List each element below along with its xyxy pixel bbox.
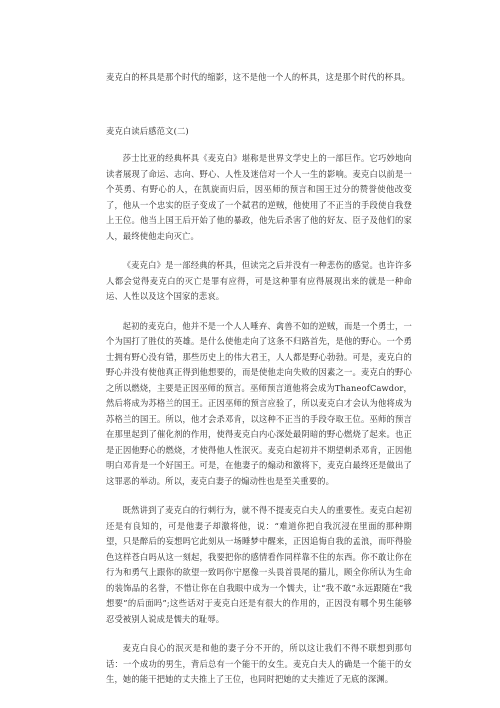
body-paragraph: 莎士比亚的经典杯具《麦克白》堪称是世界文学史上的一部巨作。它巧妙地向读者展现了命运、志向、野心、人性及迷信对一个人一生的影响。麦克白以前是一个英勇、有野心的人，在凯旋而归后，因巫师的预言和国王过分的赞誉使他改变了，他从一个忠实的臣子变成了一个弑君的逆贼，他使用了不正当的手段使自我登上王位。他当上国王后开始了他的暴政，他先后杀害了他的好友、臣子及他们的家人，最终使他走向灭亡。 (106, 153, 412, 241)
lead-line: 麦克白的杯具是那个时代的缩影，这不是他一个人的杯具，这是那个时代的杯具。 (106, 72, 411, 82)
section-title: 麦克白读后感范文(二) (106, 125, 189, 136)
body-paragraph: 起初的麦克白，他并不是一个人人唾弃、禽兽不如的逆贼，而是一个勇士，一个为国打了胜仗的英雄。是什么使他走向了这条不归路首先，是他的野心。一个勇士拥有野心没有错，那些历史上的伟大君王，人人都是野心勃勃。可是，麦克白的野心并没有使他真正得到他想要的，而是使他走向失败的因素之一。麦克白的野心之所以燃烧，主要是正因巫师的预言。巫师预言道他将会成为ThaneofCawdor，然后将成为苏格兰的国王。正因巫师的预言应验了，所以麦克白才会认为他将成为苏格兰的国王。所以，他才会杀邓肯，以这种不正当的手段夺取王位。巫师的预言在那里起到了催化剂的作用，使得麦克白内心深处最阴暗的野心燃烧了起来。也正是正因他野心的燃烧，才使得他人性泯灭。麦克白起初并不期望刺杀邓肯，正因他明白邓肯是一个好国王。可是，在他妻子的煽动和激将下，麦克白最终还是做出了这罪恶的举动。所以，麦克白妻子的煽动性也是至关重要的。 (106, 320, 412, 486)
body-paragraph: 既然讲到了麦克白的行刺行为，就不得不提麦克白夫人的重要性。麦克白起初还是有良知的，可是他妻子却激将他，说：“难道你把自我沉浸在里面的那种期望，只是醉后的妄想吗它此刻从一场睡梦中醒来，正因追悔自我的孟浪，而吓得脸色这样苍白吗从这一刻起，我要把你的感情看作同样靠不住的东西。你不敢让你在行为和勇气上跟你的欲望一致吗你宁愿像一头畏首畏尾的猫儿，顾全你所认为生命的装饰品的名誉，不惜让你在自我眼中成为一个懦夫，让“我不敢”永远跟随在“我想要”的后面吗”;这些话对于麦克白还是有很大的作用的，正因没有哪个男生能够忍受被别人说成是懦夫的耻辱。 (106, 505, 412, 624)
body-paragraph: 麦克白良心的泯灭是和他的妻子分不开的，所以这让我们不得不联想到那句话：一个成功的男生，背后总有一个能干的女生。麦克白夫人的确是一个能干的女生，她的能干把她的丈夫推上了王位，也同时把她的丈夫推近了无底的深渊。 (106, 643, 412, 684)
body-paragraph: 《麦克白》是一部经典的杯具，但读完之后并没有一种悲伤的感觉。也许许多人都会觉得麦克白的灭亡是罪有应得，可是这种罪有应得展现出来的就是一种命运、人性以及这个国家的悲哀。 (106, 260, 412, 301)
